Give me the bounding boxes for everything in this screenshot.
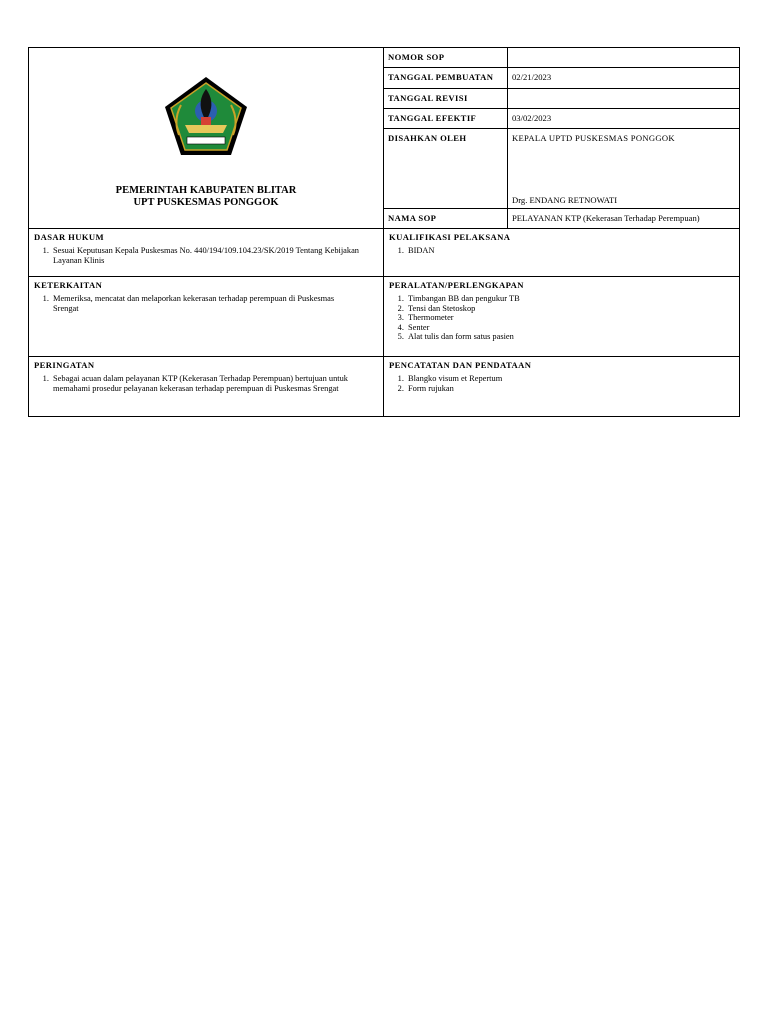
peralatan-list [384, 294, 739, 342]
pencatatan-section [384, 357, 740, 417]
organization-name: PEMERINTAH KABUPATEN BLITAR [115, 185, 297, 196]
disahkan-cell [508, 129, 740, 209]
kualifikasi-list [384, 246, 739, 256]
tanggal-revisi-label: TANGGAL REVISI [384, 89, 508, 109]
sop-document [28, 47, 739, 417]
list-item: 1. Memeriksa, mencatat dan melaporkan kekerasan terhadap perempuan di Puskesmas Srengat [51, 294, 383, 313]
keterkaitan-title: KETERKAITAN [34, 280, 103, 290]
disahkan-label: DISAHKAN OLEH [384, 129, 508, 209]
tanggal-revisi-value [508, 89, 740, 109]
pencatatan-list [384, 374, 739, 393]
dasar-hukum-title: DASAR HUKUM [34, 232, 105, 242]
list-item: 5. Alat tulis dan form satus pasien [406, 332, 739, 342]
approver-name: Drg. ENDANG RETNOWATI [512, 195, 618, 205]
nomor-sop-value [508, 48, 740, 68]
pencatatan-title: PENCATATAN DAN PENDATAAN [389, 360, 532, 370]
tanggal-efektif-label: TANGGAL EFEKTIF [384, 109, 508, 129]
keterkaitan-section [29, 277, 384, 357]
peringatan-title: PERINGATAN [34, 360, 95, 370]
list-item: 1. Timbangan BB dan pengukur TB [406, 294, 739, 304]
list-item: 1. Sesuai Keputusan Kepala Puskesmas No. 440/194/109.104.23/SK/2019 Tentang Kebijakan Layanan Klinis [51, 246, 383, 265]
peringatan-list [29, 374, 383, 393]
sop-table [28, 47, 740, 417]
list-item: 1. Sebagai acuan dalam pelayanan KTP (Kekerasan Terhadap Perempuan) bertujuan untuk memahami prosedur pelayanan kekerasan terhadap perempuan di Puskesmas Srengat [51, 374, 383, 393]
blitar-regency-logo-icon [163, 75, 249, 157]
unit-name: UPT PUSKESMAS PONGGOK [133, 197, 279, 208]
list-item: 4. Senter [406, 323, 739, 333]
list-item: 2. Form rujukan [406, 384, 739, 394]
dasar-hukum-section [29, 229, 384, 277]
kualifikasi-title: KUALIFIKASI PELAKSANA [389, 232, 511, 242]
list-item: 1. Blangko visum et Repertum [406, 374, 739, 384]
peringatan-section [29, 357, 384, 417]
nama-sop-label: NAMA SOP [384, 209, 508, 229]
list-item: 1. BIDAN [406, 246, 739, 256]
nama-sop-value: PELAYANAN KTP (Kekerasan Terhadap Perempuan) [508, 209, 740, 229]
list-item: 3. Thermometer [406, 313, 739, 323]
nomor-sop-label: NOMOR SOP [384, 48, 508, 68]
dasar-hukum-list [29, 246, 383, 265]
peralatan-section [384, 277, 740, 357]
peralatan-title: PERALATAN/PERLENGKAPAN [389, 280, 524, 290]
tanggal-pembuatan-label: TANGGAL PEMBUATAN [384, 68, 508, 89]
kualifikasi-section [384, 229, 740, 277]
keterkaitan-list [29, 294, 383, 313]
header-identity-cell [29, 48, 384, 229]
tanggal-pembuatan-value: 02/21/2023 [508, 68, 740, 89]
tanggal-efektif-value: 03/02/2023 [508, 109, 740, 129]
approver-position: KEPALA UPTD PUSKESMAS PONGGOK [512, 133, 675, 143]
list-item: 2. Tensi dan Stetoskop [406, 304, 739, 314]
